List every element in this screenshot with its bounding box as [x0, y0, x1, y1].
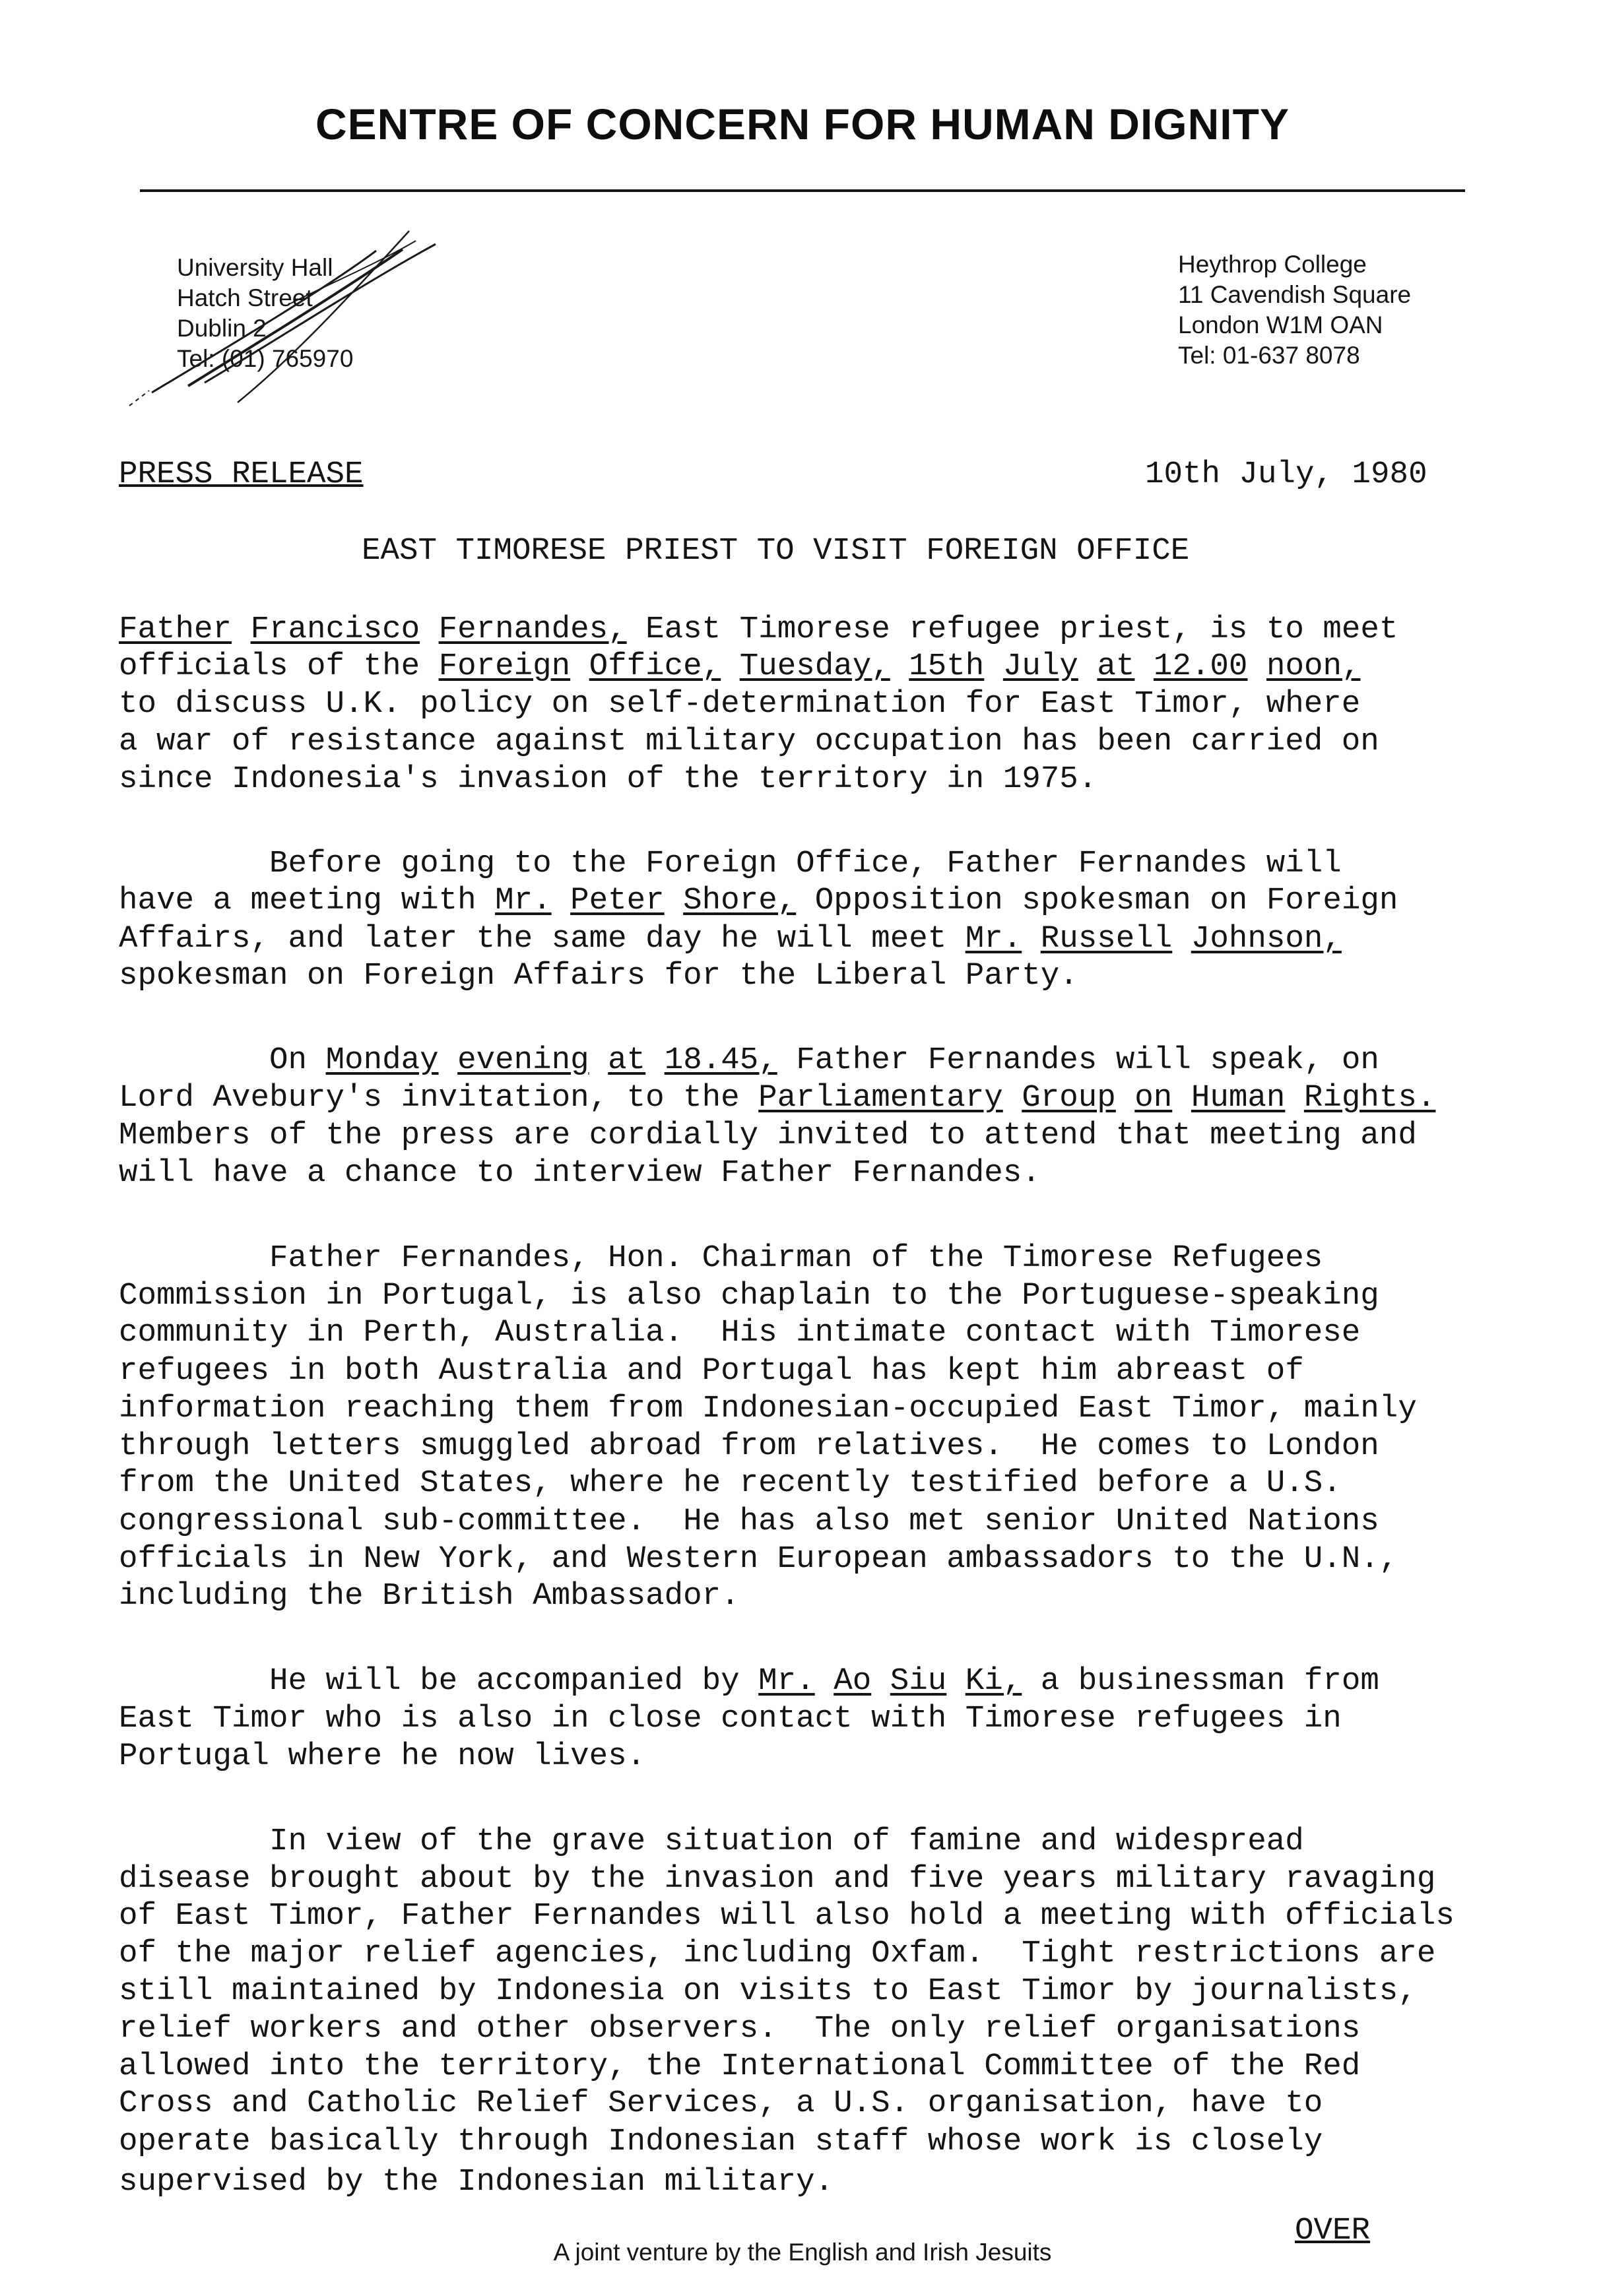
text-run: Opposition spokesman on Foreign [796, 883, 1398, 918]
underlined-text: Monday [325, 1042, 439, 1078]
body-line [119, 2047, 1360, 2086]
underlined-text: Shore, [683, 883, 797, 918]
release-headline: EAST TIMORESE PRIEST TO VISIT FOREIGN OFFICE [362, 533, 1190, 569]
text-run: relief workers and other observers. The only relief organisations [119, 2011, 1361, 2047]
text-run: In view of the grave situation of famine and widespread [119, 1824, 1304, 1859]
underlined-text: evening [457, 1042, 589, 1078]
text-run: Cross and Catholic Relief Services, a U.S. organisation, have to [119, 2086, 1323, 2121]
text-run: a businessman from [1022, 1663, 1379, 1699]
text-run: from the United States, where he recently testified before a U.S. [119, 1465, 1342, 1501]
body-line [119, 1239, 1323, 1277]
address-line: Tel: (01) 765970 [177, 345, 354, 372]
text-run: through letters smuggled abroad from relatives. He comes to London [119, 1428, 1379, 1464]
text-run [1116, 1080, 1135, 1116]
text-run: He will be accompanied by [119, 1663, 759, 1699]
text-run: Portugal where he now lives. [119, 1738, 646, 1774]
body-line [119, 2122, 1323, 2161]
text-run [984, 649, 1003, 684]
underlined-text: 12.00 [1153, 649, 1248, 684]
underlined-text: Father [119, 612, 232, 647]
text-run [1078, 649, 1097, 684]
body-line [119, 610, 1398, 649]
body-line [119, 1577, 740, 1615]
text-run: congressional sub-committee. He has also met senior United Nations [119, 1504, 1379, 1539]
underlined-text: Office, [589, 649, 721, 684]
body-line [119, 647, 1360, 686]
underlined-text: Tuesday, [739, 649, 890, 684]
body-line [119, 1897, 1455, 1935]
text-run [890, 649, 909, 684]
underlined-text: July [1002, 649, 1078, 684]
text-run: have a meeting with [119, 883, 496, 918]
body-line [119, 957, 1078, 995]
underlined-text: Ao [834, 1663, 872, 1699]
body-line [119, 1972, 1417, 2010]
underlined-text: Foreign [438, 649, 571, 684]
text-run: of East Timor, Father Fernandes will also hold a meeting with officials [119, 1898, 1455, 1934]
london-address [1178, 249, 1411, 371]
text-run [871, 1663, 890, 1699]
body-line [119, 2010, 1360, 2048]
underlined-text: at [608, 1042, 646, 1078]
text-run [439, 1042, 458, 1078]
text-run: refugees in both Australia and Portugal has kept him abreast of [119, 1353, 1304, 1389]
text-run: allowed into the territory, the International Committee of the Red [119, 2049, 1361, 2084]
text-run: to discuss U.K. policy on self-determination for East Timor, where [119, 686, 1361, 722]
text-run: including the British Ambassador. [119, 1578, 740, 1614]
underlined-text: Parliamentary [758, 1080, 1003, 1116]
text-run: Before going to the Foreign Office, Father Fernandes will [119, 846, 1342, 881]
text-run: spokesman on Foreign Affairs for the Liberal Party. [119, 958, 1078, 994]
underlined-text: 15th [909, 649, 985, 684]
body-line [119, 845, 1342, 883]
text-run: Lord Avebury's invitation, to the [119, 1080, 759, 1116]
body-line [119, 2163, 834, 2201]
underlined-text: Johnson, [1191, 921, 1342, 957]
text-run: East Timor who is also in close contact with Timorese refugees in [119, 1701, 1342, 1737]
underlined-text: Francisco [250, 612, 420, 647]
body-line [119, 881, 1398, 920]
text-run [232, 612, 251, 647]
organisation-title: CENTRE OF CONCERN FOR HUMAN DIGNITY [315, 100, 1290, 148]
underlined-text: 18.45, [664, 1042, 777, 1078]
underlined-text: on [1134, 1080, 1173, 1116]
underlined-text: at [1097, 649, 1135, 684]
text-run: Commission in Portugal, is also chaplain to the Portuguese-speaking [119, 1278, 1379, 1314]
text-run [1134, 649, 1154, 684]
underlined-text: Ki, [965, 1663, 1022, 1699]
text-run [1172, 921, 1191, 957]
text-run [946, 1663, 966, 1699]
body-line [119, 1502, 1379, 1541]
text-run: information reaching them from Indonesian-occupied East Timor, mainly [119, 1391, 1417, 1426]
body-line [119, 1277, 1379, 1315]
underlined-text: Mr. [495, 883, 552, 918]
text-run: of the major relief agencies, including Oxfam. Tight restrictions are [119, 1936, 1436, 1971]
text-run [645, 1042, 665, 1078]
body-line [119, 1389, 1417, 1428]
text-run: community in Perth, Australia. His intimate contact with Timorese [119, 1315, 1361, 1351]
body-line [119, 1154, 1041, 1192]
text-run: will have a chance to interview Father Fernandes. [119, 1155, 1041, 1191]
text-run: still maintained by Indonesia on visits to East Timor by journalists, [119, 1973, 1417, 2009]
address-line: 11 Cavendish Square [1178, 281, 1412, 308]
header-rule [140, 189, 1465, 192]
underlined-text: Group [1022, 1080, 1116, 1116]
underlined-text: Mr. [758, 1663, 815, 1699]
body-line [119, 1662, 1379, 1700]
address-line: London W1M OAN [1178, 311, 1383, 338]
text-run: disease brought about by the invasion and five years military ravaging [119, 1861, 1436, 1897]
text-run: On [119, 1042, 326, 1078]
text-run: a war of resistance against military occupation has been carried on [119, 724, 1379, 759]
text-run: since Indonesia's invasion of the territory in 1975. [119, 761, 1097, 797]
text-run [1003, 1080, 1022, 1116]
text-run: Father Fernandes will speak, on [777, 1042, 1379, 1078]
body-line [119, 760, 1097, 798]
body-line [119, 1860, 1435, 1898]
body-line [119, 1041, 1379, 1079]
text-run [721, 649, 740, 684]
body-line [119, 1116, 1417, 1155]
release-date: 10th July, 1980 [1145, 457, 1427, 492]
body-line [119, 1427, 1379, 1465]
underlined-text: Peter [570, 883, 665, 918]
text-run: operate basically through Indonesian staff whose work is closely [119, 2124, 1323, 2159]
body-line [119, 1314, 1360, 1352]
over-marker: OVER [1295, 2213, 1371, 2248]
text-run [665, 883, 684, 918]
underlined-text: Siu [890, 1663, 947, 1699]
text-run [570, 649, 589, 684]
underlined-text: Human [1191, 1080, 1286, 1116]
address-line: Dublin 2 [177, 315, 267, 342]
body-line [119, 2084, 1323, 2122]
body-line [119, 1352, 1304, 1390]
text-run [420, 612, 439, 647]
text-run: Members of the press are cordially invited to attend that meeting and [119, 1118, 1417, 1153]
text-run: Father Fernandes, Hon. Chairman of the Timorese Refugees [119, 1240, 1323, 1276]
text-run: Affairs, and later the same day he will meet [119, 921, 966, 957]
body-line [119, 920, 1342, 958]
underlined-text: Mr. [965, 921, 1022, 957]
text-run [1022, 921, 1041, 957]
text-run [1172, 1080, 1191, 1116]
text-run [815, 1663, 834, 1699]
text-run [589, 1042, 608, 1078]
joint-venture-footer: A joint venture by the English and Irish Jesuits [553, 2239, 1052, 2266]
body-line [119, 1934, 1435, 1973]
body-line [119, 1079, 1435, 1117]
body-line [119, 1822, 1304, 1861]
underlined-text: noon, [1266, 649, 1361, 684]
text-run: East Timorese refugee priest, is to meet [626, 612, 1398, 647]
body-line [119, 1464, 1342, 1502]
body-line [119, 1737, 645, 1775]
underlined-text: Russell [1040, 921, 1173, 957]
body-line [119, 685, 1360, 723]
text-run [552, 883, 571, 918]
address-line: Hatch Street [177, 284, 313, 311]
body-line [119, 1700, 1342, 1738]
dublin-address [177, 253, 353, 374]
text-run: officials of the [119, 649, 439, 684]
text-run [1247, 649, 1266, 684]
underlined-text: Rights. [1303, 1080, 1436, 1116]
address-line: Tel: 01-637 8078 [1178, 342, 1360, 369]
underlined-text: Fernandes, [438, 612, 627, 647]
body-line [119, 1540, 1398, 1578]
text-run: officials in New York, and Western European ambassadors to the U.N., [119, 1541, 1398, 1577]
body-line [119, 722, 1379, 761]
text-run [1285, 1080, 1304, 1116]
address-line: Heythrop College [1178, 251, 1367, 278]
press-release-label: PRESS RELEASE [119, 457, 364, 492]
text-run: supervised by the Indonesian military. [119, 2164, 834, 2200]
address-line: University Hall [177, 254, 333, 281]
